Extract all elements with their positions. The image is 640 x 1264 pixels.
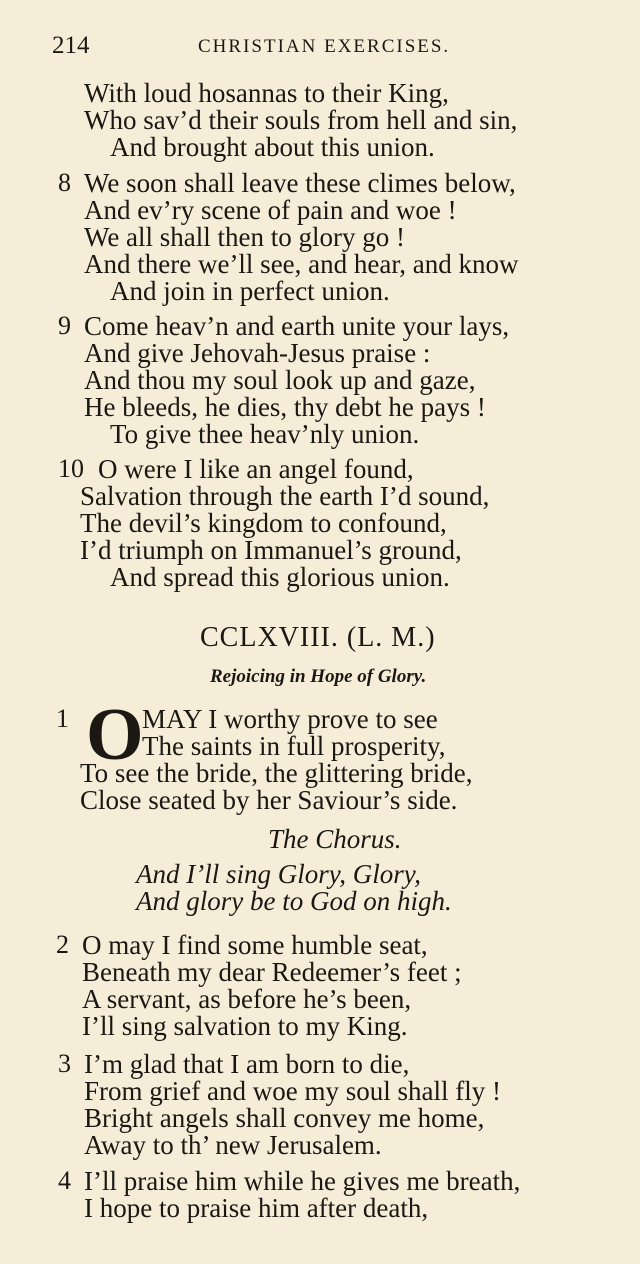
verse-line: Salvation through the earth I’d sound,: [80, 481, 490, 511]
page-header: [0, 30, 640, 64]
verse-line: And there we’ll see, and hear, and know: [84, 249, 519, 279]
stanza-number: 3: [58, 1049, 71, 1078]
verse-line: I hope to praise him after death,: [84, 1193, 429, 1223]
hymn-heading: CCLXVIII. (L. M.): [200, 622, 436, 653]
stanza-number: 2: [56, 930, 69, 959]
verse-line: Beneath my dear Redeemer’s feet ;: [82, 957, 462, 987]
verse-line: Close seated by her Saviour’s side.: [80, 785, 458, 815]
verse-line: To see the bride, the glittering bride,: [80, 758, 473, 788]
hymn-subtitle: Rejoicing in Hope of Glory.: [210, 666, 427, 687]
verse-line: And join in perfect union.: [110, 276, 390, 306]
verse-line: I’ll praise him while he gives me breath,: [84, 1166, 521, 1196]
verse-line: I’ll sing salvation to my King.: [82, 1011, 408, 1041]
verse-line: We soon shall leave these climes below,: [84, 168, 516, 198]
stanza-number: 1: [56, 704, 69, 733]
page-number: 214: [52, 32, 90, 59]
verse-line: A servant, as before he’s been,: [82, 984, 412, 1014]
verse-line: With loud hosannas to their King,: [84, 78, 449, 108]
verse-line: And ev’ry scene of pain and woe !: [84, 195, 457, 225]
verse-line: I’m glad that I am born to die,: [84, 1049, 410, 1079]
chorus-line: And I’ll sing Glory, Glory,: [136, 859, 421, 889]
verse-line: And thou my soul look up and gaze,: [84, 365, 476, 395]
chorus-line: And glory be to God on high.: [136, 886, 452, 916]
verse-line: The saints in full prosperity,: [142, 731, 446, 761]
drop-cap: O: [86, 694, 144, 776]
verse-line: The devil’s kingdom to confound,: [80, 508, 447, 538]
verse-line: O may I find some humble seat,: [82, 930, 428, 960]
verse-line: To give thee heav’nly union.: [110, 419, 420, 449]
stanza-number: 9: [58, 311, 71, 340]
running-title: CHRISTIAN EXERCISES.: [198, 36, 451, 57]
verse-line: O were I like an angel found,: [98, 454, 414, 484]
verse-line: We all shall then to glory go !: [84, 222, 406, 252]
verse-line: And give Jehovah-Jesus praise :: [84, 338, 431, 368]
verse-line: Come heav’n and earth unite your lays,: [84, 311, 510, 341]
stanza-number: 4: [58, 1166, 71, 1195]
verse-line: From grief and woe my soul shall fly !: [84, 1076, 501, 1106]
verse-line: I’d triumph on Immanuel’s ground,: [80, 535, 462, 565]
verse-line: Who sav’d their souls from hell and sin,: [84, 105, 518, 135]
verse-line: And brought about this union.: [110, 132, 435, 162]
verse-line: Bright angels shall convey me home,: [84, 1103, 485, 1133]
verse-line: Away to th’ new Jerusalem.: [84, 1130, 382, 1160]
stanza-number: 8: [58, 168, 71, 197]
chorus-title: The Chorus.: [268, 824, 402, 854]
verse-line: MAY I worthy prove to see: [142, 704, 438, 734]
verse-line: And spread this glorious union.: [110, 562, 450, 592]
verse-line: He bleeds, he dies, thy debt he pays !: [84, 392, 486, 422]
stanza-number: 10: [58, 454, 84, 483]
